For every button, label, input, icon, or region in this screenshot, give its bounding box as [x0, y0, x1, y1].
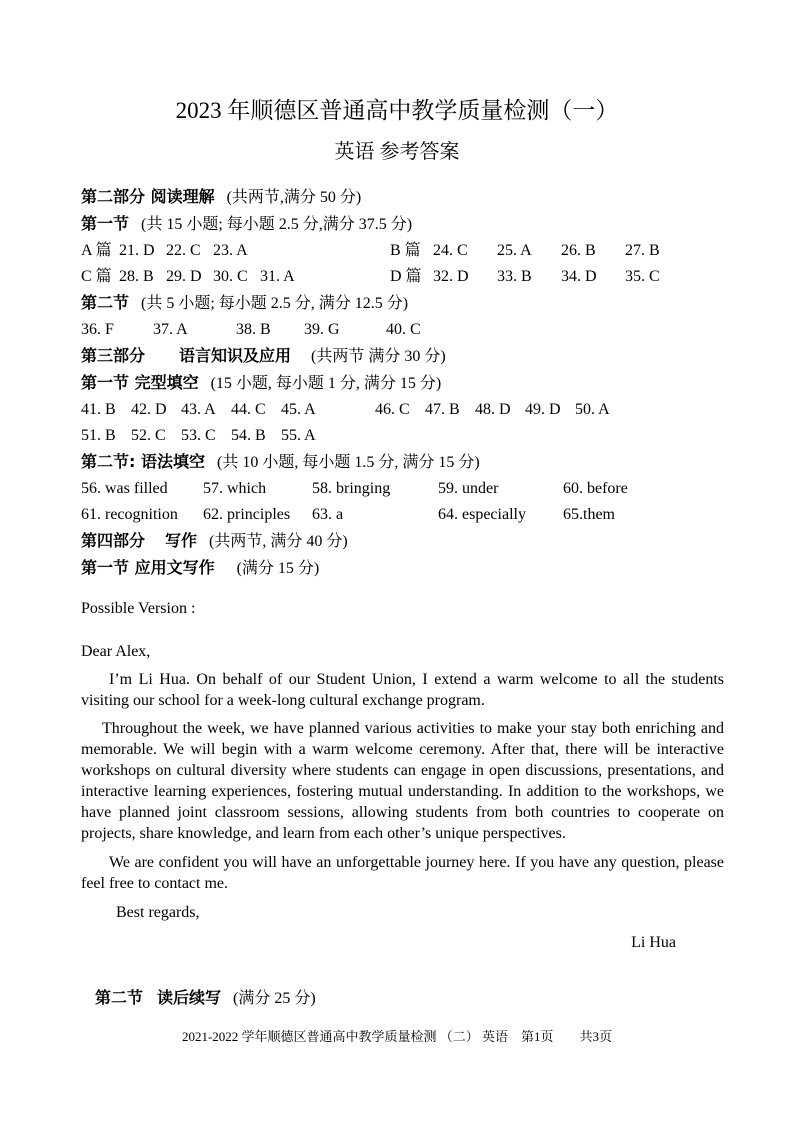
answer-30: 30. C [213, 268, 248, 285]
letter-paragraph-1: I’m Li Hua. On behalf of our Student Union, I extend a warm welcome to all the students visiting our school for a week-long cultural exchange program. [81, 671, 724, 709]
answer-38: 38. B [236, 321, 271, 338]
part4-heading [81, 528, 724, 555]
answer-22: 22. C [166, 242, 201, 259]
answer-61: 61. recognition [81, 506, 178, 523]
answer-53: 53. C [181, 427, 216, 444]
applied-writing-note: (满分 15 分) [236, 560, 320, 577]
answer-59: 59. under [438, 480, 499, 497]
answer-57: 57. which [203, 480, 267, 497]
answer-35: 35. C [625, 268, 660, 285]
cloze-heading-label: 第一节 完型填空 [81, 373, 199, 392]
answer-44: 44. C [231, 401, 266, 418]
answer-62: 62. principles [203, 506, 291, 523]
reading-section1-label: 第一节 [81, 214, 130, 233]
letter-salutation: Dear Alex, [81, 643, 151, 660]
answer-row-passages-ab [81, 238, 724, 264]
part2-heading-label: 第二部分 阅读理解 [81, 187, 215, 206]
answer-47: 47. B [425, 401, 460, 418]
answer-55: 55. A [281, 427, 316, 444]
answer-row-51-55 [81, 423, 724, 449]
continuation-note: (满分 25 分) [233, 990, 316, 1007]
reading-section1-heading [81, 211, 724, 238]
answer-32: 32. D [433, 268, 469, 285]
answer-row-61-65 [81, 502, 724, 528]
passage-b-label: B 篇 [390, 242, 421, 259]
reading-section2-note: (共 5 小题; 每小题 2.5 分, 满分 12.5 分) [141, 295, 409, 312]
passage-b-answers [390, 238, 724, 264]
answer-56: 56. was filled [81, 480, 168, 497]
part4-heading-title: 写作 [165, 531, 198, 550]
answer-27: 27. B [625, 242, 660, 259]
answer-34: 34. D [561, 268, 597, 285]
answer-21: 21. D [119, 242, 155, 259]
answer-key [81, 184, 724, 582]
answer-42: 42. D [131, 401, 167, 418]
passage-c-answers [81, 264, 390, 290]
passage-d-label: D 篇 [390, 268, 422, 285]
part2-heading [81, 184, 724, 211]
answer-63: 63. a [312, 506, 344, 523]
answer-50: 50. A [575, 401, 610, 418]
page-footer: 2021-2022 学年顺德区普通高中教学质量检测 （二） 英语 第1页 共3页 [181, 1029, 613, 1044]
answer-51: 51. B [81, 427, 116, 444]
answer-46: 46. C [375, 401, 410, 418]
passage-a-answers [81, 238, 390, 264]
reading-section2-label: 第二节 [81, 293, 130, 312]
answer-25: 25. A [497, 242, 532, 259]
cloze-heading [81, 370, 724, 397]
answer-48: 48. D [475, 401, 511, 418]
answer-33: 33. B [497, 268, 532, 285]
answer-45: 45. A [281, 401, 316, 418]
grammar-heading-note: (共 10 小题, 每小题 1.5 分, 满分 15 分) [216, 454, 480, 471]
answer-31: 31. A [260, 268, 295, 285]
answer-54: 54. B [231, 427, 266, 444]
applied-writing-label: 第一节 应用文写作 [81, 558, 215, 577]
sample-letter [81, 598, 724, 953]
cloze-heading-note: (15 小题, 每小题 1 分, 满分 15 分) [210, 375, 442, 392]
passage-a-label: A 篇 [81, 242, 112, 259]
answer-37: 37. A [153, 321, 188, 338]
answer-36: 36. F [81, 321, 114, 338]
grammar-heading-label: 第二节: 语法填空 [81, 452, 205, 471]
answer-23: 23. A [213, 242, 248, 259]
answer-60: 60. before [563, 480, 628, 497]
answer-64: 64. especially [438, 506, 526, 523]
part2-heading-note: (共两节,满分 50 分) [226, 189, 362, 206]
answer-65: 65.them [563, 506, 615, 523]
continuation-writing-heading [95, 985, 316, 1012]
part3-heading [81, 343, 724, 370]
answer-24: 24. C [433, 242, 468, 259]
answer-41: 41. B [81, 401, 116, 418]
part3-heading-title: 语言知识及应用 [179, 346, 292, 365]
letter-closing: Best regards, [116, 904, 200, 921]
answer-43: 43. A [181, 401, 216, 418]
document-body [81, 184, 724, 953]
letter-paragraph-3: We are confident you will have an unforgettable journey here. If you have any question, please feel free to contact me. [81, 854, 724, 892]
part4-heading-label: 第四部分 [81, 531, 146, 550]
answer-39: 39. G [304, 321, 340, 338]
continuation-title: 读后续写 [157, 988, 222, 1007]
answer-row-passages-cd [81, 264, 724, 290]
column-gap [331, 397, 375, 423]
answer-29: 29. D [166, 268, 202, 285]
answer-row-36-40 [81, 317, 724, 343]
answer-row-56-60 [81, 476, 724, 502]
letter-paragraph-2: Throughout the week, we have planned various activities to make your stay both enriching and memorable. We will begin with a warm welcome ceremony. After that, there will be interactive workshops on cultural diversity where students can engage in open discussions, presentations, and interactive learning experiences, fostering mutual understanding. In addition to the workshops, we have planned joint classroom sessions, allowing students from both countries to cooperate on projects, share knowledge, and learn from each other’s unique perspectives. [81, 720, 724, 842]
possible-version-label: Possible Version : [81, 600, 196, 617]
reading-section1-note: (共 15 小题; 每小题 2.5 分,满分 37.5 分) [141, 216, 413, 233]
continuation-label: 第二节 [95, 988, 144, 1007]
answer-58: 58. bringing [312, 480, 391, 497]
part3-heading-note: (共两节 满分 30 分) [311, 348, 446, 365]
part3-heading-label: 第三部分 [81, 346, 146, 365]
answer-40: 40. C [386, 321, 421, 338]
answer-row-41-50 [81, 397, 724, 423]
grammar-heading [81, 449, 724, 476]
passage-c-label: C 篇 [81, 268, 112, 285]
answer-52: 52. C [131, 427, 166, 444]
letter-signature: Li Hua [631, 934, 676, 951]
applied-writing-heading [81, 555, 724, 582]
doc-subtitle: 英语 参考答案 [334, 141, 460, 163]
doc-title: 2023 年顺德区普通高中教学质量检测（一） [175, 98, 619, 123]
answer-28: 28. B [119, 268, 154, 285]
reading-section2-heading [81, 290, 724, 317]
part4-heading-note: (共两节, 满分 40 分) [209, 533, 348, 550]
answer-26: 26. B [561, 242, 596, 259]
passage-d-answers [390, 264, 724, 290]
answer-49: 49. D [525, 401, 561, 418]
